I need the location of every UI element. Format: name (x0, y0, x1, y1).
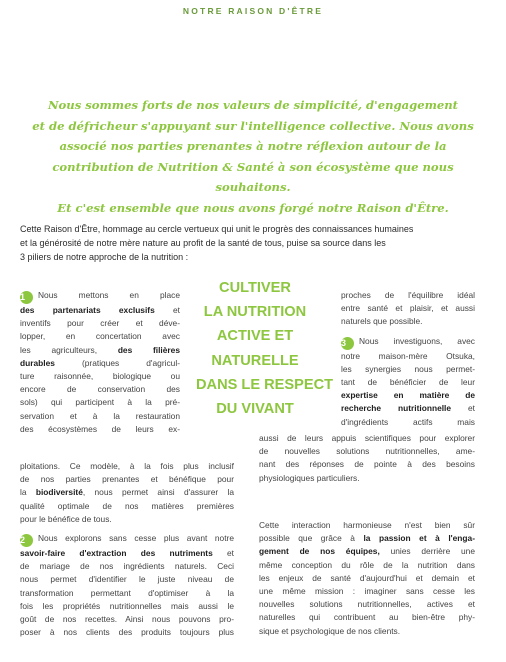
pillar-text: sique et psychologique de nos clients. (259, 625, 401, 636)
pillar-text: les agriculteurs, (20, 344, 118, 355)
pillar-text: les enjeux de santé d'aujourd'hui et demain et (259, 572, 475, 583)
pillar-1-paragraph (20, 289, 180, 436)
intro-line: et de défricheur s'appuyant sur l'intelligence collective. Nous avons (32, 118, 474, 133)
pillar-text: même conception du rôle de la nutrition dans (259, 559, 475, 570)
lead-line: Cette Raison d'Être, hommage au cercle vertueux qui unit le progrès des connaissances humaines (20, 224, 414, 234)
pull-quote-line: NATURELLE (211, 352, 299, 369)
pull-quote-line: DANS LE RESPECT (196, 376, 334, 393)
closing-paragraph (259, 519, 475, 638)
intro-line: Nous sommes forts de nos valeurs de simplicité, d'engagement (47, 98, 459, 112)
pillar-bold-text: expertise en matière de (341, 390, 475, 401)
pillar-text: de nouvelles solutions nutritionnelles, ame- (259, 446, 475, 457)
pillar-1-paragraph-continued (20, 460, 234, 526)
pillar-text: nous permet d'identifier le juste niveau de (20, 574, 234, 585)
pillar-bold-text: durables (20, 357, 55, 368)
pillar-text: ploitations. Ce modèle, à la fois plus inclusif (20, 461, 234, 471)
pillar-text: inventifs pour créer et déve- (20, 318, 180, 329)
pillar-2-paragraph (20, 532, 234, 639)
pillar-text: Nous investiguons, avec (359, 335, 475, 346)
pillar-text: aussi de leurs appuis scientifiques pour explorer (259, 433, 475, 443)
pillar-3-number-badge: 3 (341, 337, 354, 350)
pillar-text: nouvelles solutions nutritionnelles, actives et (259, 599, 475, 610)
pillar-text: possible que grâce à (259, 533, 364, 544)
pillar-bold-text: biodiversité (35, 487, 83, 498)
pillar-text: tant de bénéficier de leur (341, 377, 475, 388)
pillar-text: transformation permettant d'optimiser à la (20, 587, 234, 598)
pillar-3-paragraph-continued (259, 432, 475, 485)
pillar-text: nant des réponses de pointe à des besoins (259, 459, 475, 470)
pillar-text: une même mission : imaginer sans cesse les (259, 586, 475, 597)
pillar-text: ture raisonnée, biologique ou (20, 371, 180, 382)
pillar-2-number-badge: 2 (20, 534, 33, 547)
pull-quote (196, 276, 334, 421)
pillar-text: (pratiques d'agricul- (54, 357, 180, 368)
pillar-text: Nous explorons sans cesse plus avant notre (38, 533, 234, 543)
pillar-text: entre santé et plaisir, et aussi (341, 303, 475, 314)
intro-line: Et c'est ensemble que nous avons forgé notre Raison d'Être. (57, 200, 449, 215)
pull-quote-line: ACTIVE ET (216, 328, 294, 345)
pillar-text: lopper, en concertation avec (20, 331, 180, 342)
pillar-bold-text: la passion et à l'enga- (363, 533, 475, 544)
intro-line: contribution de Nutrition & Santé à son écosystème que nous souhaitons. (52, 159, 454, 195)
intro-statement (20, 95, 486, 219)
pillar-text: goût de nos recettes. Ainsi nous pouvons pro- (20, 614, 234, 625)
pillar-text: Nous mettons en place (38, 290, 180, 300)
pull-quote-line: CULTIVER (219, 280, 291, 296)
pull-quote-line: LA NUTRITION (203, 304, 307, 321)
pillar-text: naturelles qui contribuent au bien-être phy- (259, 612, 475, 623)
pillar-text: physiologiques particuliers. (259, 472, 360, 483)
pillar-text: et (451, 403, 475, 414)
pillar-text: servation et à la restauration (20, 410, 180, 421)
pillar-text: proches de l'équilibre idéal (341, 290, 475, 300)
pillar-bold-text: recherche nutritionnelle (341, 403, 452, 414)
pillar-bold-text: gement de nos équipes, (259, 546, 380, 557)
pillar-bold-text: des filières (117, 344, 180, 355)
pillar-bold-text: des partenariats exclusifs (20, 305, 155, 315)
pillar-text: , nous permet ainsi d'assurer la (82, 487, 234, 498)
pillar-text: la (20, 487, 36, 498)
right-column-top (341, 289, 475, 429)
pillar-text: de nos parties prenantes et bénéfique pour (20, 474, 234, 485)
pillar-text: Cette interaction harmonieuse n'est bien sûr (259, 520, 475, 530)
pillar-text: de mariage de nos ingrédients naturels. Ceci (20, 561, 234, 572)
pillar-text: des écosystèmes de leurs ex- (20, 423, 180, 434)
pillar-text: poser à nos clients des produits toujours plus (20, 627, 234, 638)
pillar-text: qualité optimale de nos matières premières (20, 500, 234, 511)
pillar-text: les synergies nous permet- (341, 363, 475, 374)
lead-line: 3 piliers de notre approche de la nutrition : (20, 252, 189, 262)
pillar-text: et (212, 548, 235, 558)
pillar-text: d'ingrédients actifs mais (341, 416, 475, 427)
pillar-text: encore de conservation des (20, 384, 180, 395)
pillar-1-number-badge: 1 (20, 291, 33, 304)
pillar-text: pour le bénéfice de tous. (20, 513, 112, 524)
lead-paragraph (20, 222, 488, 264)
pull-quote-line: DU VIVANT (216, 401, 294, 418)
pillar-text: et (154, 305, 180, 315)
pillar-text: fois les propriétés nutritionnelles mais aussi le (20, 600, 234, 611)
section-kicker: NOTRE RAISON D'ÊTRE (182, 6, 324, 16)
lead-line: et la générosité de notre mère nature au profit de la santé de tous, puise sa source dans les (20, 238, 386, 248)
pillar-bold-text: savoir-faire d'extraction des nutriments (20, 548, 213, 558)
pillar-text: sols) qui participent à la pré- (20, 397, 180, 408)
pillar-text: notre maison-mère Otsuka, (341, 350, 475, 361)
pillar-text: unies derrière une (379, 546, 475, 557)
pillar-text: naturels que possible. (341, 316, 423, 327)
intro-line: associé nos parties prenantes à notre réflexion autour de la (59, 139, 447, 154)
